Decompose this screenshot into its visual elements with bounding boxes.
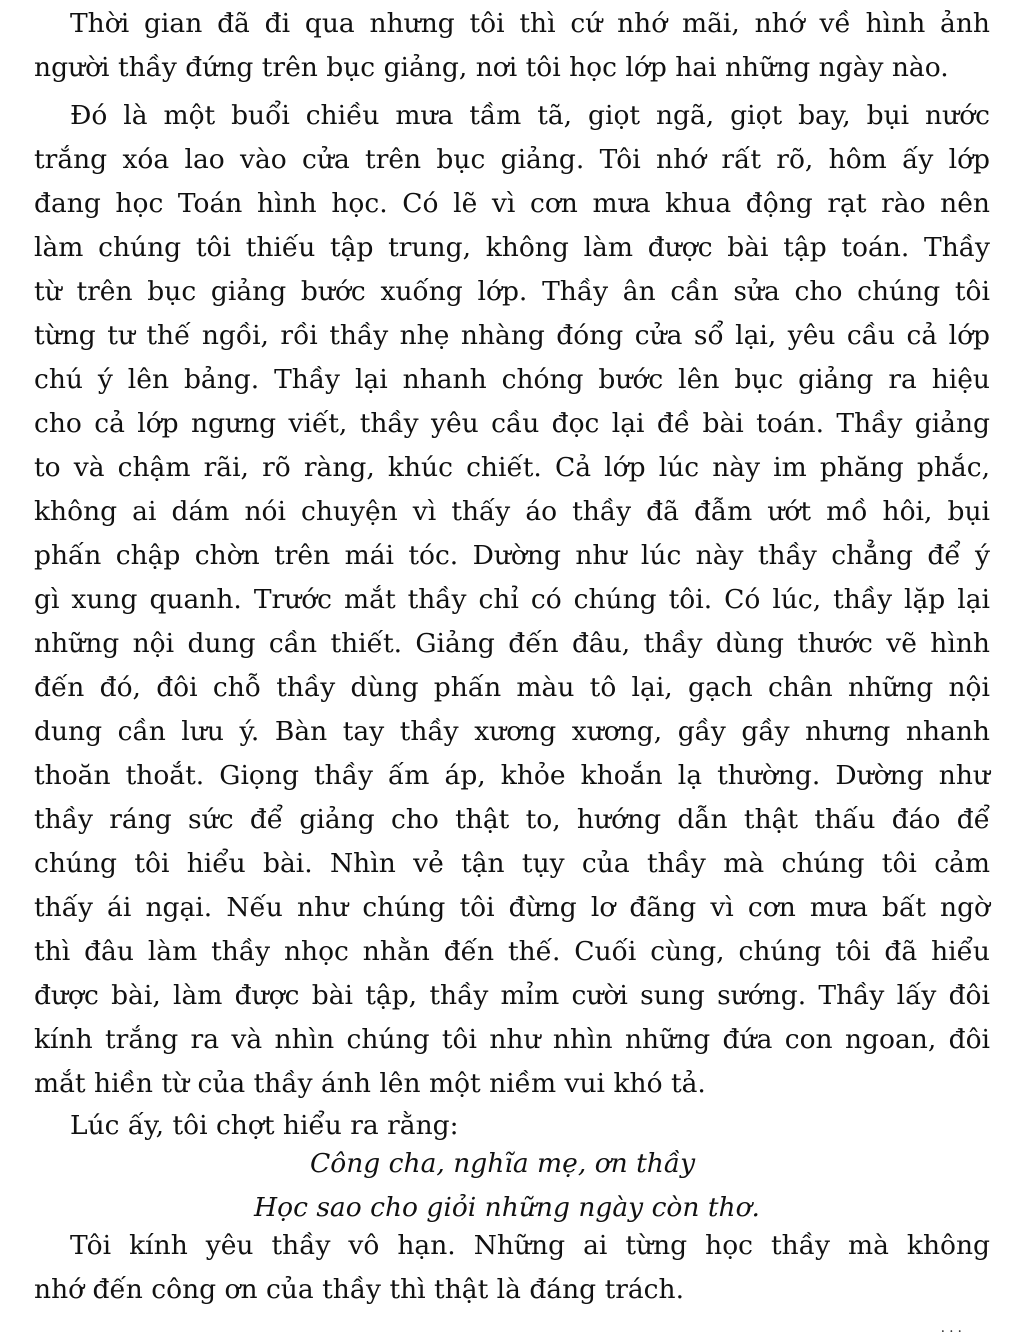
text-line: cho cả lớp ngưng viết, thầy yêu cầu đọc lại đề bài toán. Thầy giảng: [34, 408, 990, 439]
text-line: Thời gian đã đi qua nhưng tôi thì cứ nhớ mãi, nhớ về hình ảnh: [70, 8, 990, 39]
text-line: thấy ái ngại. Nếu như chúng tôi đừng lơ đãng vì cơn mưa bất ngờ: [34, 892, 990, 923]
text-line: chú ý lên bảng. Thầy lại nhanh chóng bước lên bục giảng ra hiệu: [34, 364, 990, 395]
text-line: chúng tôi hiểu bài. Nhìn vẻ tận tụy của thầy mà chúng tôi cảm: [34, 848, 990, 879]
text-line: nhớ đến công ơn của thầy thì thật là đáng trách.: [34, 1274, 685, 1305]
paragraph-memory: [34, 94, 990, 1106]
text-line: Lúc ấy, tôi chợt hiểu ra rằng:: [70, 1110, 459, 1141]
verse-line: Công cha, nghĩa mẹ, ơn thầy: [310, 1148, 696, 1179]
verse-line: Học sao cho giỏi những ngày còn thơ.: [254, 1192, 760, 1223]
page-footer-mark: ...: [940, 1320, 966, 1336]
text-line: thoăn thoắt. Giọng thầy ấm áp, khỏe khoắn lạ thường. Dường như: [34, 760, 990, 791]
paragraph-intro: [34, 2, 990, 90]
text-line: không ai dám nói chuyện vì thấy áo thầy đã đẫm ướt mồ hôi, bụi: [34, 496, 990, 527]
text-line: những nội dung cần thiết. Giảng đến đâu, thầy dùng thước vẽ hình: [34, 628, 990, 659]
text-line: to và chậm rãi, rõ ràng, khúc chiết. Cả lớp lúc này im phăng phắc,: [34, 452, 990, 483]
text-line: phấn chập chờn trên mái tóc. Dường như lúc này thầy chẳng để ý: [34, 540, 990, 571]
verse-quote: [34, 1142, 990, 1230]
text-line: thì đâu làm thầy nhọc nhằn đến thế. Cuối cùng, chúng tôi đã hiểu: [34, 936, 990, 967]
text-line: người thầy đứng trên bục giảng, nơi tôi học lớp hai những ngày nào.: [34, 52, 949, 83]
text-line: kính trắng ra và nhìn chúng tôi như nhìn những đứa con ngoan, đôi: [34, 1024, 990, 1055]
text-line: dung cần lưu ý. Bàn tay thầy xương xương, gầy gầy nhưng nhanh: [34, 716, 990, 747]
text-line: trắng xóa lao vào cửa trên bục giảng. Tôi nhớ rất rõ, hôm ấy lớp: [34, 144, 990, 175]
text-line: từng tư thế ngồi, rồi thầy nhẹ nhàng đóng cửa sổ lại, yêu cầu cả lớp: [34, 320, 990, 351]
text-line: Tôi kính yêu thầy vô hạn. Những ai từng học thầy mà không: [70, 1230, 990, 1261]
text-line: thầy ráng sức để giảng cho thật to, hướng dẫn thật thấu đáo để: [34, 804, 990, 835]
text-line: làm chúng tôi thiếu tập trung, không làm được bài tập toán. Thầy: [34, 232, 990, 263]
text-line: mắt hiền từ của thầy ánh lên một niềm vui khó tả.: [34, 1068, 706, 1099]
text-line: được bài, làm được bài tập, thầy mỉm cười sung sướng. Thầy lấy đôi: [34, 980, 990, 1011]
text-line: gì xung quanh. Trước mắt thầy chỉ có chúng tôi. Có lúc, thầy lặp lại: [34, 584, 990, 615]
text-line: Đó là một buổi chiều mưa tầm tã, giọt ngã, giọt bay, bụi nước: [70, 100, 990, 131]
paragraph-conclusion: [34, 1224, 990, 1312]
text-line: từ trên bục giảng bước xuống lớp. Thầy ân cần sửa cho chúng tôi: [34, 276, 990, 307]
text-line: đang học Toán hình học. Có lẽ vì cơn mưa khua động rạt rào nên: [34, 188, 990, 219]
text-line: đến đó, đôi chỗ thầy dùng phấn màu tô lại, gạch chân những nội: [34, 672, 990, 703]
